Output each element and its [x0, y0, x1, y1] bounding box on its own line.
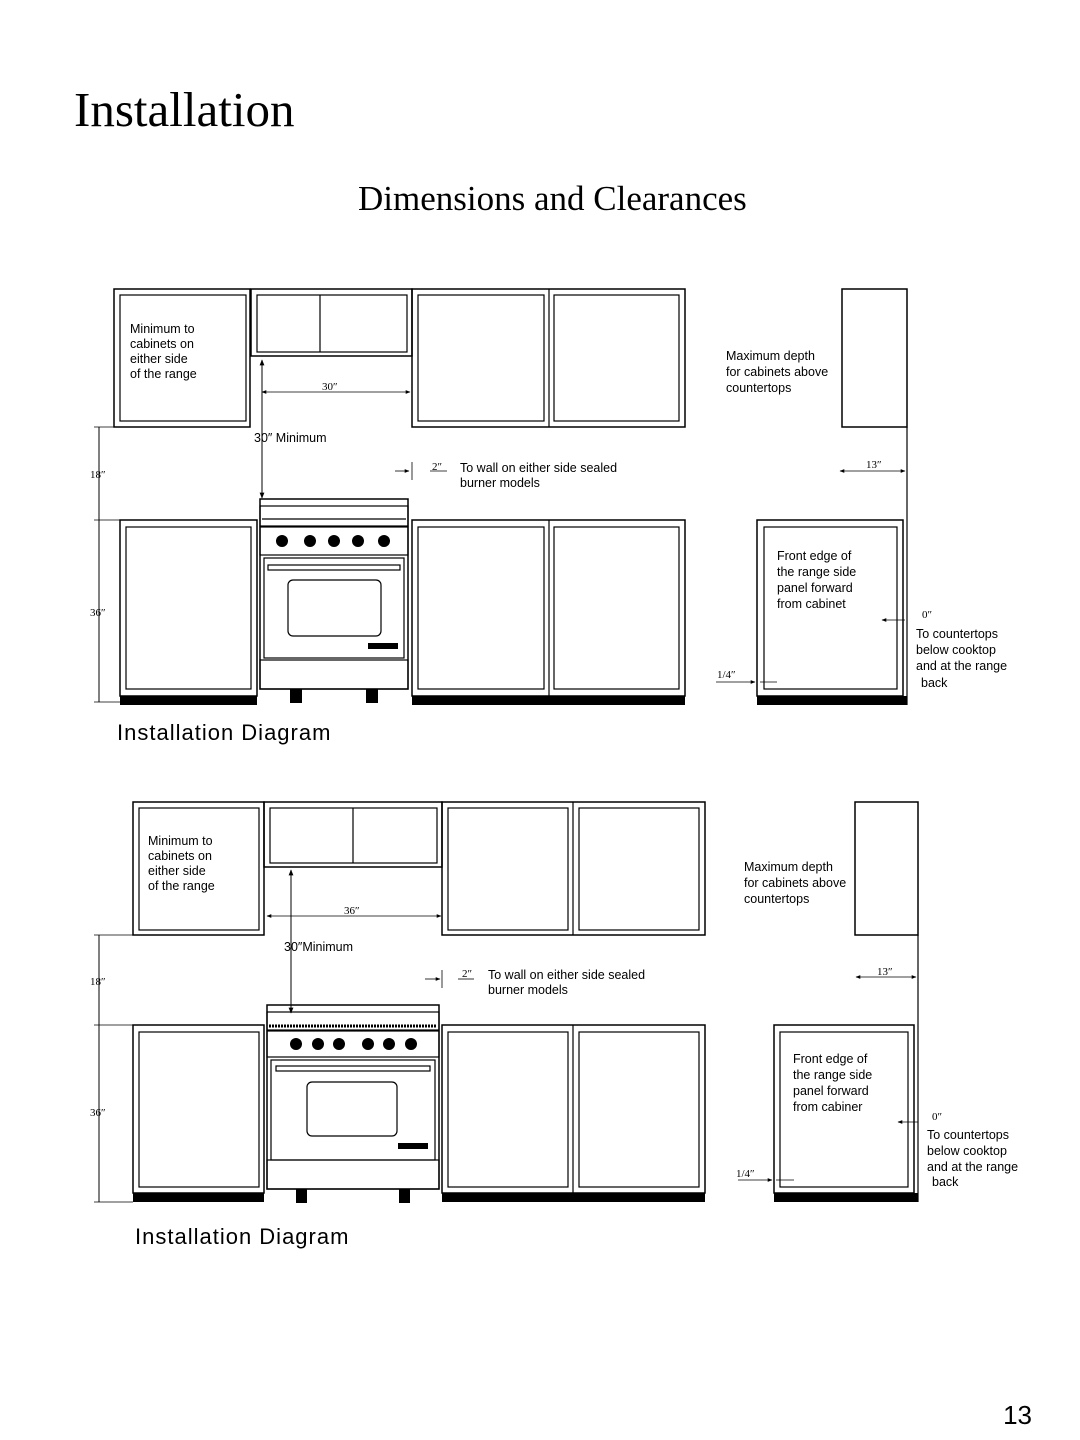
- quarter-inch-dimension: 1/4″: [717, 669, 736, 681]
- countertop-note-line: To countertops: [927, 1128, 1009, 1142]
- wall-clearance-dimension: 2″: [462, 968, 473, 980]
- lower-height-dimension: 36″: [90, 607, 106, 619]
- min-cabinets-note-line: of the range: [130, 367, 197, 381]
- page-number: 13: [1003, 1400, 1032, 1430]
- max-depth-note-line: for cabinets above: [744, 876, 847, 890]
- front-edge-note-line: from cabiner: [793, 1100, 863, 1114]
- max-depth-note-line: countertops: [744, 892, 810, 906]
- minimum-height-label: 30″ Minimum: [254, 431, 327, 445]
- lower-cabinet-left: [120, 520, 257, 696]
- hood-cabinet: [251, 289, 412, 356]
- min-cabinets-note-line: cabinets on: [148, 849, 212, 863]
- side-upper-cabinet: [855, 802, 918, 935]
- front-edge-note-line: the range side: [793, 1068, 873, 1082]
- front-edge-note-line: panel forward: [777, 581, 853, 595]
- wall-note-line: To wall on either side sealed: [460, 461, 618, 475]
- wall-note-line: burner models: [488, 983, 568, 997]
- min-cabinets-note-line: Minimum to: [148, 834, 213, 848]
- min-cabinets-note-line: of the range: [148, 879, 215, 893]
- side-upper-cabinet: [842, 289, 907, 427]
- min-cabinets-note-line: Minimum to: [130, 322, 195, 336]
- countertop-note-line: below cooktop: [916, 643, 996, 657]
- max-depth-note-line: for cabinets above: [726, 365, 829, 379]
- front-edge-note-line: panel forward: [793, 1084, 869, 1098]
- upper-height-dimension: 18″: [90, 469, 106, 481]
- max-depth-note-line: countertops: [726, 381, 792, 395]
- width-dimension-label: 30″: [322, 381, 338, 393]
- zero-clearance-dimension: 0″: [922, 609, 933, 621]
- max-depth-note-line: Maximum depth: [726, 349, 815, 363]
- lower-cabinet-left: [133, 1025, 264, 1193]
- wall-clearance-dimension: 2″: [432, 461, 443, 473]
- front-edge-note-line: from cabinet: [777, 597, 846, 611]
- depth-dimension: 13″: [866, 459, 882, 471]
- wall-note-line: burner models: [460, 476, 540, 490]
- front-edge-note-line: the range side: [777, 565, 857, 579]
- countertop-note-line: back: [921, 676, 948, 690]
- diagram-1-caption: Installation Diagram: [117, 720, 332, 745]
- upper-height-dimension: 18″: [90, 976, 106, 988]
- front-edge-note-line: Front edge of: [793, 1052, 868, 1066]
- minimum-height-label: 30″Minimum: [284, 940, 354, 954]
- section-title: Dimensions and Clearances: [358, 179, 747, 218]
- diagram-2-caption: Installation Diagram: [135, 1224, 350, 1249]
- page-title: Installation: [74, 82, 295, 137]
- min-cabinets-note-line: either side: [130, 352, 188, 366]
- countertop-note-line: To countertops: [916, 627, 998, 641]
- max-depth-note-line: Maximum depth: [744, 860, 833, 874]
- quarter-inch-dimension: 1/4″: [736, 1168, 755, 1180]
- countertop-note-line: below cooktop: [927, 1144, 1007, 1158]
- wall-note-line: To wall on either side sealed: [488, 968, 646, 982]
- min-cabinets-note-line: either side: [148, 864, 206, 878]
- width-dimension-label: 36″: [344, 905, 360, 917]
- range-36in: [267, 1005, 439, 1203]
- diagram-2-labels: [90, 834, 1018, 1189]
- min-cabinets-note-line: cabinets on: [130, 337, 194, 351]
- front-edge-note-line: Front edge of: [777, 549, 852, 563]
- countertop-note-line: back: [932, 1175, 959, 1189]
- range-30in: [260, 499, 408, 703]
- countertop-note-line: and at the range: [916, 659, 1008, 673]
- lower-height-dimension: 36″: [90, 1107, 106, 1119]
- depth-dimension: 13″: [877, 966, 893, 978]
- zero-clearance-dimension: 0″: [932, 1111, 943, 1123]
- countertop-note-line: and at the range: [927, 1160, 1019, 1174]
